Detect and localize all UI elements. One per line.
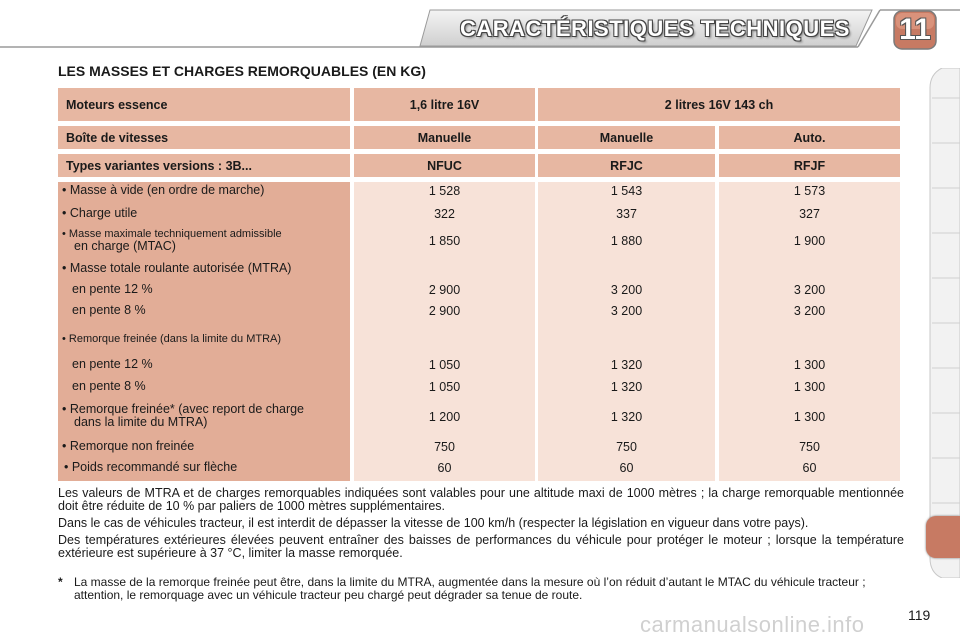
row-label: • Masse totale roulante autorisée (MTRA): [62, 261, 292, 275]
row-label: • Remorque freinée* (avec report de charge: [62, 402, 305, 416]
row-value: 1 050: [428, 380, 461, 394]
table-header-gearbox: [58, 126, 900, 149]
table-row: [58, 262, 900, 276]
notes-block: [58, 487, 904, 564]
row-value: 1 900: [793, 234, 826, 248]
row-value: 322: [434, 207, 455, 221]
table-row: [58, 461, 900, 475]
table-row: [58, 283, 900, 297]
row-label-continued: dans la limite du MTRA): [74, 415, 208, 429]
table-header-engines: [58, 88, 900, 121]
section-title: LES MASSES ET CHARGES REMORQUABLES (EN KG): [58, 63, 426, 79]
row-label: • Poids recommandé sur flèche: [64, 460, 238, 474]
table-row: [58, 304, 900, 318]
row-value: 1 300: [793, 380, 826, 394]
row-value: 3 200: [610, 304, 643, 318]
note-paragraph: Les valeurs de MTRA et de charges remorquables indiquées sont valables pour une altitude maxi de 1000 mètres ; la charge remorquable mentionnée doit être réduite de 10 % par paliers de 1000 mètres supplémentaires.: [58, 486, 904, 513]
row-label: • Charge utile: [62, 206, 138, 220]
header-cell-engines: Moteurs essence: [58, 88, 350, 121]
header-cell-gearbox-2: Manuelle: [538, 126, 715, 149]
chapter-tab-rail: [928, 68, 960, 578]
header-cell-engine-20: 2 litres 16V 143 ch: [538, 88, 900, 121]
row-value: 1 850: [428, 234, 461, 248]
header-cell-type-2: RFJC: [538, 154, 715, 177]
table-row: [58, 440, 900, 454]
row-label: • Remorque non freinée: [62, 439, 195, 453]
row-value: 1 528: [428, 184, 461, 198]
table-row: [58, 228, 900, 254]
row-label: en pente 8 %: [72, 379, 146, 393]
row-value: 3 200: [610, 283, 643, 297]
footnote-text: La masse de la remorque freinée peut être, dans la limite du MTRA, augmentée dans la mesure où l’on réduit d’autant le MTAC du véhicule tracteur ; attention, le remorquage avec un véhicule tracteur peu chargé peut dégrader sa tenue de route.: [74, 575, 866, 602]
row-label: en pente 12 %: [72, 282, 153, 296]
table-header-types: [58, 154, 900, 177]
table-row: [58, 403, 900, 431]
row-label: en pente 12 %: [72, 357, 153, 371]
row-value: 1 320: [610, 410, 643, 424]
row-label-continued: en charge (MTAC): [74, 239, 176, 253]
header-cell-gearbox: Boîte de vitesses: [58, 126, 350, 149]
row-value: 750: [616, 440, 637, 454]
row-value: 60: [619, 461, 634, 475]
chapter-tab-active[interactable]: [926, 516, 960, 558]
footnote-marker: *: [58, 575, 63, 589]
note-paragraph: Des températures extérieures élevées peuvent entraîner des baisses de performances du véhicule pour protéger le moteur ; lorsque la température extérieure est supérieure à 37 °C, limiter la masse remorquée.: [58, 533, 904, 560]
page-number: 119: [908, 607, 931, 623]
row-label: en pente 8 %: [72, 303, 146, 317]
table-row: [58, 184, 900, 198]
row-value: 60: [437, 461, 452, 475]
row-value: 337: [616, 207, 637, 221]
row-value: 750: [434, 440, 455, 454]
row-value: 1 320: [610, 358, 643, 372]
row-value: 1 300: [793, 410, 826, 424]
header-cell-type-3: RFJF: [719, 154, 900, 177]
row-value: 2 900: [428, 283, 461, 297]
table-row: [58, 332, 900, 346]
table-row: [58, 358, 900, 372]
row-value: 1 543: [610, 184, 643, 198]
header-cell-types: Types variantes versions : 3B...: [58, 154, 350, 177]
header-cell-gearbox-1: Manuelle: [354, 126, 535, 149]
row-value: 1 300: [793, 358, 826, 372]
row-label: • Masse maximale techniquement admissible: [62, 228, 282, 240]
note-paragraph: Dans le cas de véhicules tracteur, il est interdit de dépasser la vitesse de 100 km/h (respecter la législation en vigueur dans votre pays).: [58, 516, 809, 530]
row-value: 1 880: [610, 234, 643, 248]
row-value: 3 200: [793, 283, 826, 297]
table-row: [58, 380, 900, 394]
row-label: • Remorque freinée (dans la limite du MTRA): [62, 333, 282, 345]
header-cell-engine-16: 1,6 litre 16V: [354, 88, 535, 121]
table-row: [58, 207, 900, 221]
row-value: 2 900: [428, 304, 461, 318]
chapter-badge: [890, 8, 940, 52]
chapter-number: 11: [899, 13, 931, 46]
row-value: 60: [802, 461, 817, 475]
row-value: 750: [799, 440, 820, 454]
row-value: 1 200: [428, 410, 461, 424]
row-value: 1 320: [610, 380, 643, 394]
row-value: 1 050: [428, 358, 461, 372]
header-cell-gearbox-3: Auto.: [719, 126, 900, 149]
page-header-title: CARACTÉRISTIQUES TECHNIQUES: [460, 16, 850, 41]
watermark: carmanualsonline.info: [640, 612, 865, 637]
row-value: 3 200: [793, 304, 826, 318]
header-cell-type-1: NFUC: [354, 154, 535, 177]
row-value: 1 573: [793, 184, 826, 198]
row-label: • Masse à vide (en ordre de marche): [62, 183, 265, 197]
row-value: 327: [799, 207, 820, 221]
